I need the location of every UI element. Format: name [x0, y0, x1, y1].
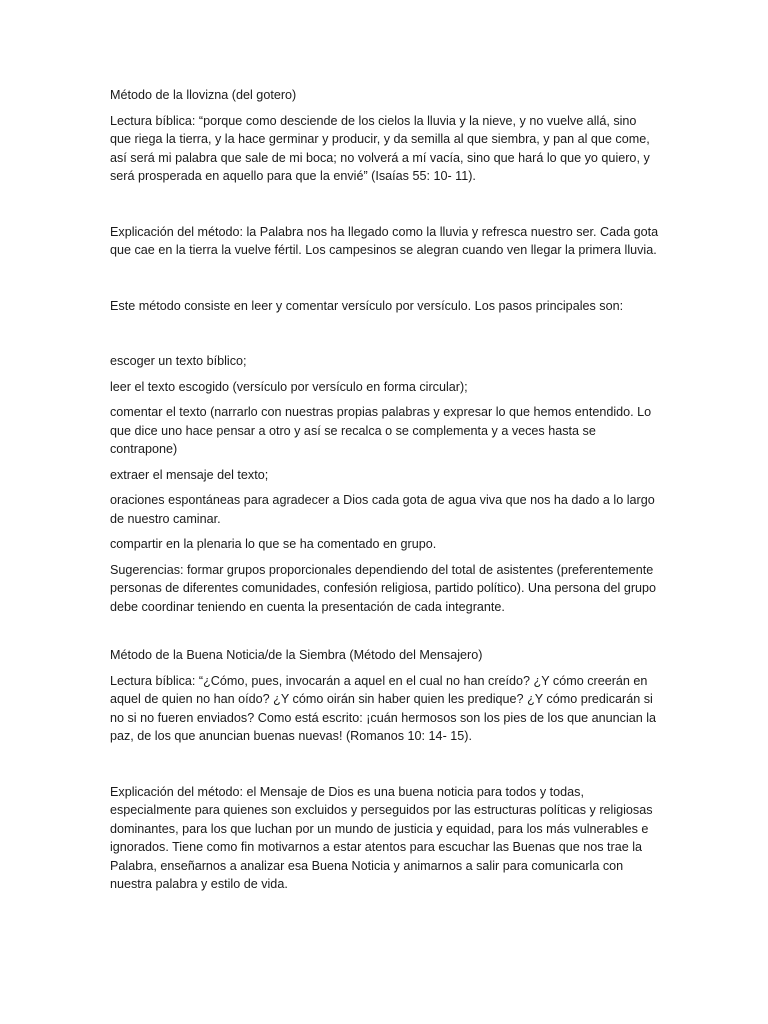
step-1: escoger un texto bíblico;	[110, 354, 247, 368]
bible-reading-romanos: Lectura bíblica: “¿Cómo, pues, invocarán a aquel en el cual no han creído? ¿Y cómo creerán en aquel de quien no han oído? ¿Y cómo oirán sin haber quien les predique? ¿Y cómo predicarán si no si no fueren enviados? Como está escrito: ¡cuán hermosos son los pies de los que anuncian la paz, de los que anuncian buenas nuevas! (Romanos 10: 14- 15).	[110, 673, 657, 743]
bible-reading-isaias: Lectura bíblica: “porque como desciende de los cielos la lluvia y la nieve, y no vuelve allá, sino que riega la tierra, y la hace germinar y producir, y da semilla al que siembra, y pan al que come, así será mi palabra que sale de mi boca; no volverá a mí vacía, sino que hará lo que yo quiero, y será prosperada en aquello para que la envié” (Isaías 55: 10- 11).	[110, 113, 650, 183]
suggestions-paragraph: Sugerencias: formar grupos proporcionales dependiendo del total de asistentes (preferentemente personas de diferentes comunidades, confesión religiosa, partido político). Una persona del grupo debe coordinar teniendo en cuenta la presentación de cada integrante.	[110, 562, 657, 614]
step-3: comentar el texto (narrarlo con nuestras propias palabras y expresar lo que hemos entendido. Lo que dice uno hace pensar a otro y así se recalca o se complementa y a veces hasta se contrapone)	[110, 405, 652, 456]
method-explanation-buena-noticia: Explicación del método: el Mensaje de Dios es una buena noticia para todos y todas, especialmente para quienes son excluidos y perseguidos por las estructuras políticas y religiosas dominantes, para los que luchan por un mundo de justicia y equidad, para los más vulnerables e ignorados. Tiene como fin motivarnos a estar atentos para escuchar las Buenas que nos trae la Palabra, enseñarnos a analizar esa Buena Noticia y animarnos a salir para comunicarla con nuestra palabra y estilo de vida.	[110, 784, 653, 891]
step-4: extraer el mensaje del texto;	[110, 467, 269, 482]
section-title-llovizna: Método de la llovizna (del gotero)	[110, 88, 297, 102]
step-5: oraciones espontáneas para agradecer a Dios cada gota de agua viva que nos ha dado a lo largo de nuestro caminar.	[110, 493, 655, 526]
section-title-buena-noticia: Método de la Buena Noticia/de la Siembra (Método del Mensajero)	[110, 648, 483, 662]
method-intro: Este método consiste en leer y comentar versículo por versículo. Los pasos principales son:	[110, 298, 624, 313]
step-2: leer el texto escogido (versículo por versículo en forma circular);	[110, 379, 468, 394]
document-page	[110, 86, 660, 894]
method-explanation-llovizna: Explicación del método: la Palabra nos ha llegado como la lluvia y refresca nuestro ser. Cada gota que cae en la tierra la vuelve fértil. Los campesinos se alegran cuando ven llegar la primera lluvia.	[110, 224, 659, 257]
step-6: compartir en la plenaria lo que se ha comentado en grupo.	[110, 537, 437, 551]
